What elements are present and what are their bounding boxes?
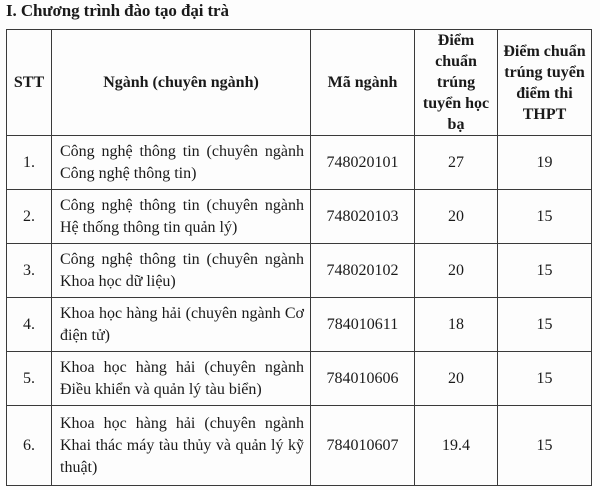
cell-score-transcript: 19.4 [415,406,498,486]
table-row [7,406,592,486]
header-score-exam: Điểm chuẩn trúng tuyển điểm thi THPT [498,30,592,136]
cell-major-code: 784010607 [311,406,415,486]
table-row [7,136,592,190]
cell-score-transcript: 20 [415,244,498,298]
cell-major: Khoa học hàng hải (chuyên ngành Điều khiển và quản lý tàu biển) [52,352,311,406]
cell-score-exam: 15 [498,190,592,244]
cell-score-transcript: 27 [415,136,498,190]
table-row [7,190,592,244]
cell-major: Công nghệ thông tin (chuyên ngành Hệ thống thông tin quản lý) [52,190,311,244]
header-stt: STT [7,30,52,136]
cell-major-code: 784010611 [311,298,415,352]
cell-major-code: 748020103 [311,190,415,244]
cell-score-exam: 15 [498,298,592,352]
header-major-code: Mã ngành [311,30,415,136]
cell-score-exam: 15 [498,244,592,298]
cell-score-exam: 15 [498,406,592,486]
cell-score-transcript: 20 [415,352,498,406]
cell-score-exam: 19 [498,136,592,190]
cell-stt: 1. [7,136,52,190]
cell-major: Công nghệ thông tin (chuyên ngành Công nghệ thông tin) [52,136,311,190]
cell-major-code: 748020101 [311,136,415,190]
cell-major-code: 748020102 [311,244,415,298]
table-row [7,244,592,298]
cell-stt: 6. [7,406,52,486]
header-score-transcript: Điểm chuẩn trúng tuyển học bạ [415,30,498,136]
cell-major: Khoa học hàng hải (chuyên ngành Cơ điện tử) [52,298,311,352]
header-major: Ngành (chuyên ngành) [52,30,311,136]
section-title: I. Chương trình đào tạo đại trà [6,1,229,20]
cell-major: Công nghệ thông tin (chuyên ngành Khoa học dữ liệu) [52,244,311,298]
table-row [7,352,592,406]
cell-major-code: 784010606 [311,352,415,406]
cell-major: Khoa học hàng hải (chuyên ngành Khai thác máy tàu thủy và quản lý kỹ thuật) [52,406,311,486]
cell-score-transcript: 18 [415,298,498,352]
cell-stt: 4. [7,298,52,352]
cell-stt: 3. [7,244,52,298]
cell-stt: 5. [7,352,52,406]
table-row [7,298,592,352]
cell-stt: 2. [7,190,52,244]
table-header-row [7,30,592,136]
admission-scores-table [6,29,592,486]
cell-score-exam: 15 [498,352,592,406]
cell-score-transcript: 20 [415,190,498,244]
